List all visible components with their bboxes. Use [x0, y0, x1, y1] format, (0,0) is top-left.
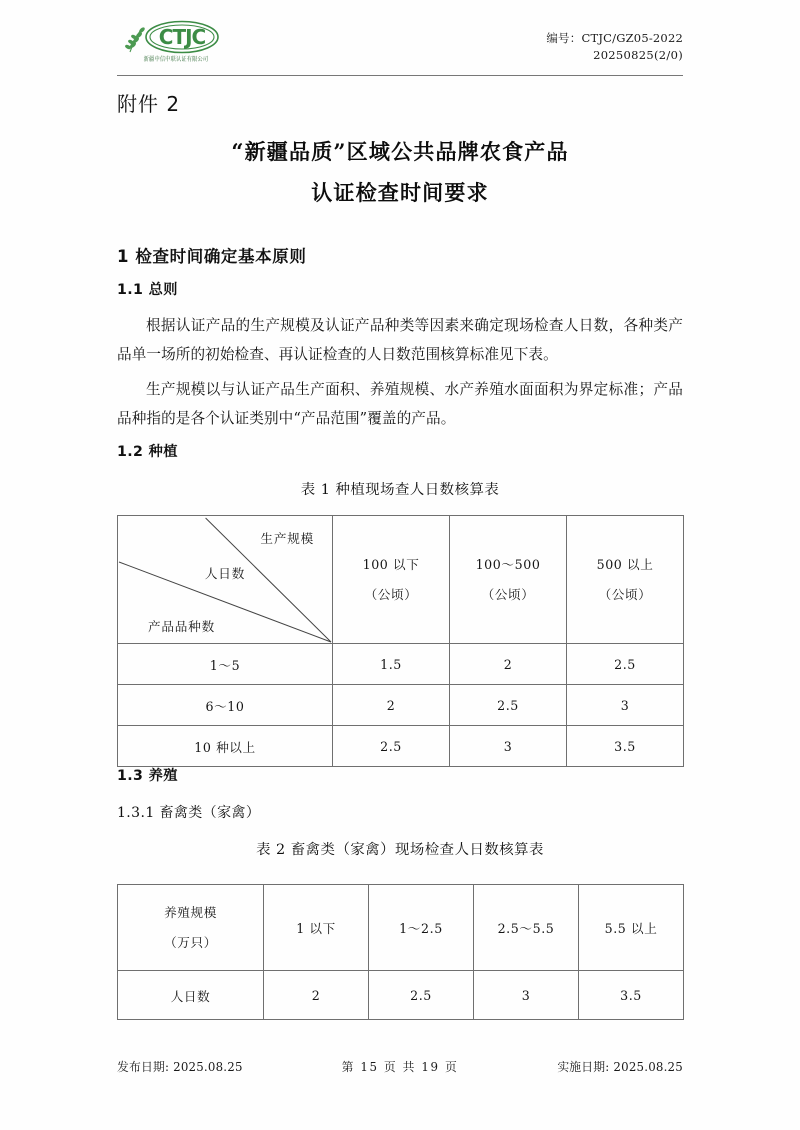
cell-value: 1.5 — [333, 644, 450, 685]
page-title-line2: 认证检查时间要求 — [311, 179, 489, 205]
table-row — [118, 644, 684, 685]
table-1-column-header — [450, 516, 567, 644]
row-label: 6～10 — [118, 685, 333, 726]
cell-value: 2.5 — [333, 726, 450, 767]
cell-value: 2.5 — [369, 971, 474, 1020]
column-header-unit: （公顷） — [598, 586, 652, 602]
table-1-header-row — [118, 516, 684, 644]
table-row — [118, 726, 684, 767]
corner-header-line1: 养殖规模 — [164, 904, 217, 920]
document-revision: 20250825(2/0) — [593, 47, 683, 62]
document-number-value: CTJC/GZ05-2022 — [581, 31, 683, 45]
row-label: 1～5 — [118, 644, 333, 685]
table-2-caption: 表 2 畜禽类（家禽）现场检查人日数核算表 — [256, 842, 544, 858]
section-heading-1-3-1: 1.3.1 畜禽类（家禽） — [117, 805, 261, 821]
paragraph-1: 根据认证产品的生产规模及认证产品种类等因素来确定现场检查人日数，各种类产品单一场所的初始检查、再认证检查的人日数范围核算标准见下表。 — [117, 317, 683, 363]
table-1-diagonal-header-cell — [118, 516, 333, 644]
logo-mark-icon — [124, 18, 228, 58]
document-number-line — [546, 30, 683, 47]
cell-value: 3 — [450, 726, 567, 767]
section-heading-1-3: 1.3 养殖 — [117, 768, 178, 784]
table-row — [118, 685, 684, 726]
row-label: 人日数 — [118, 971, 264, 1020]
page-footer — [117, 1058, 683, 1075]
table-poultry-person-days — [117, 884, 684, 1020]
table-1-column-header — [333, 516, 450, 644]
footer-issue-date: 发布日期: 2025.08.25 — [117, 1060, 243, 1074]
column-header-unit: （公顷） — [481, 586, 535, 602]
column-header-unit: （公顷） — [364, 586, 418, 602]
table-2-column-header: 5.5 以上 — [579, 885, 684, 971]
svg-text:CTJC: CTJC — [158, 25, 206, 49]
table-1-column-header — [567, 516, 684, 644]
header-divider — [117, 75, 683, 76]
company-name-text: 新疆中信中联认证有限公司 — [143, 56, 209, 64]
cell-value: 2.5 — [450, 685, 567, 726]
column-header-range: 100 以下 — [362, 556, 420, 572]
attachment-label: 附件 2 — [117, 92, 181, 116]
table-2-column-header: 1 以下 — [264, 885, 369, 971]
corner-header-unit: （万只） — [164, 934, 217, 950]
column-header-range: 100～500 — [475, 556, 541, 572]
cell-value: 2.5 — [567, 644, 684, 685]
company-logo — [117, 18, 235, 74]
cell-value: 3.5 — [579, 971, 684, 1020]
footer-page-indicator: 第 15 页 共 19 页 — [341, 1060, 459, 1074]
paragraph-2: 生产规模以与认证产品生产面积、养殖规模、水产养殖水面面积为界定标准；产品品种指的是各个认证类别中“产品范围”覆盖的产品。 — [117, 381, 683, 427]
table-planting-person-days — [117, 515, 684, 767]
section-heading-1-1: 1.1 总则 — [117, 282, 178, 298]
table-2-column-header: 2.5～5.5 — [474, 885, 579, 971]
section-heading-1: 1 检查时间确定基本原则 — [117, 247, 307, 266]
table-2-header-row — [118, 885, 684, 971]
footer-effective-date: 实施日期: 2025.08.25 — [557, 1060, 683, 1074]
section-heading-1-2: 1.2 种植 — [117, 444, 178, 460]
page-title-line1: “新疆品质”区域公共品牌农食产品 — [231, 139, 569, 164]
cell-value: 3 — [567, 685, 684, 726]
diagonal-label-product-varieties: 产品品种数 — [148, 619, 215, 634]
row-label: 10 种以上 — [118, 726, 333, 767]
diagonal-label-production-scale: 生产规模 — [260, 531, 314, 546]
table-2-column-header: 1～2.5 — [369, 885, 474, 971]
page-title — [117, 132, 683, 214]
document-number-label: 编号： — [546, 31, 582, 45]
table-row — [118, 971, 684, 1020]
cell-value: 2 — [264, 971, 369, 1020]
table-2-corner-header — [118, 885, 264, 971]
cell-value: 2 — [333, 685, 450, 726]
column-header-range: 500 以上 — [596, 556, 654, 572]
diagonal-label-person-days: 人日数 — [204, 566, 246, 581]
document-number-block — [546, 18, 683, 63]
cell-value: 3 — [474, 971, 579, 1020]
document-header — [117, 18, 683, 76]
table-1-caption: 表 1 种植现场查人日数核算表 — [300, 482, 500, 498]
cell-value: 3.5 — [567, 726, 684, 767]
cell-value: 2 — [450, 644, 567, 685]
